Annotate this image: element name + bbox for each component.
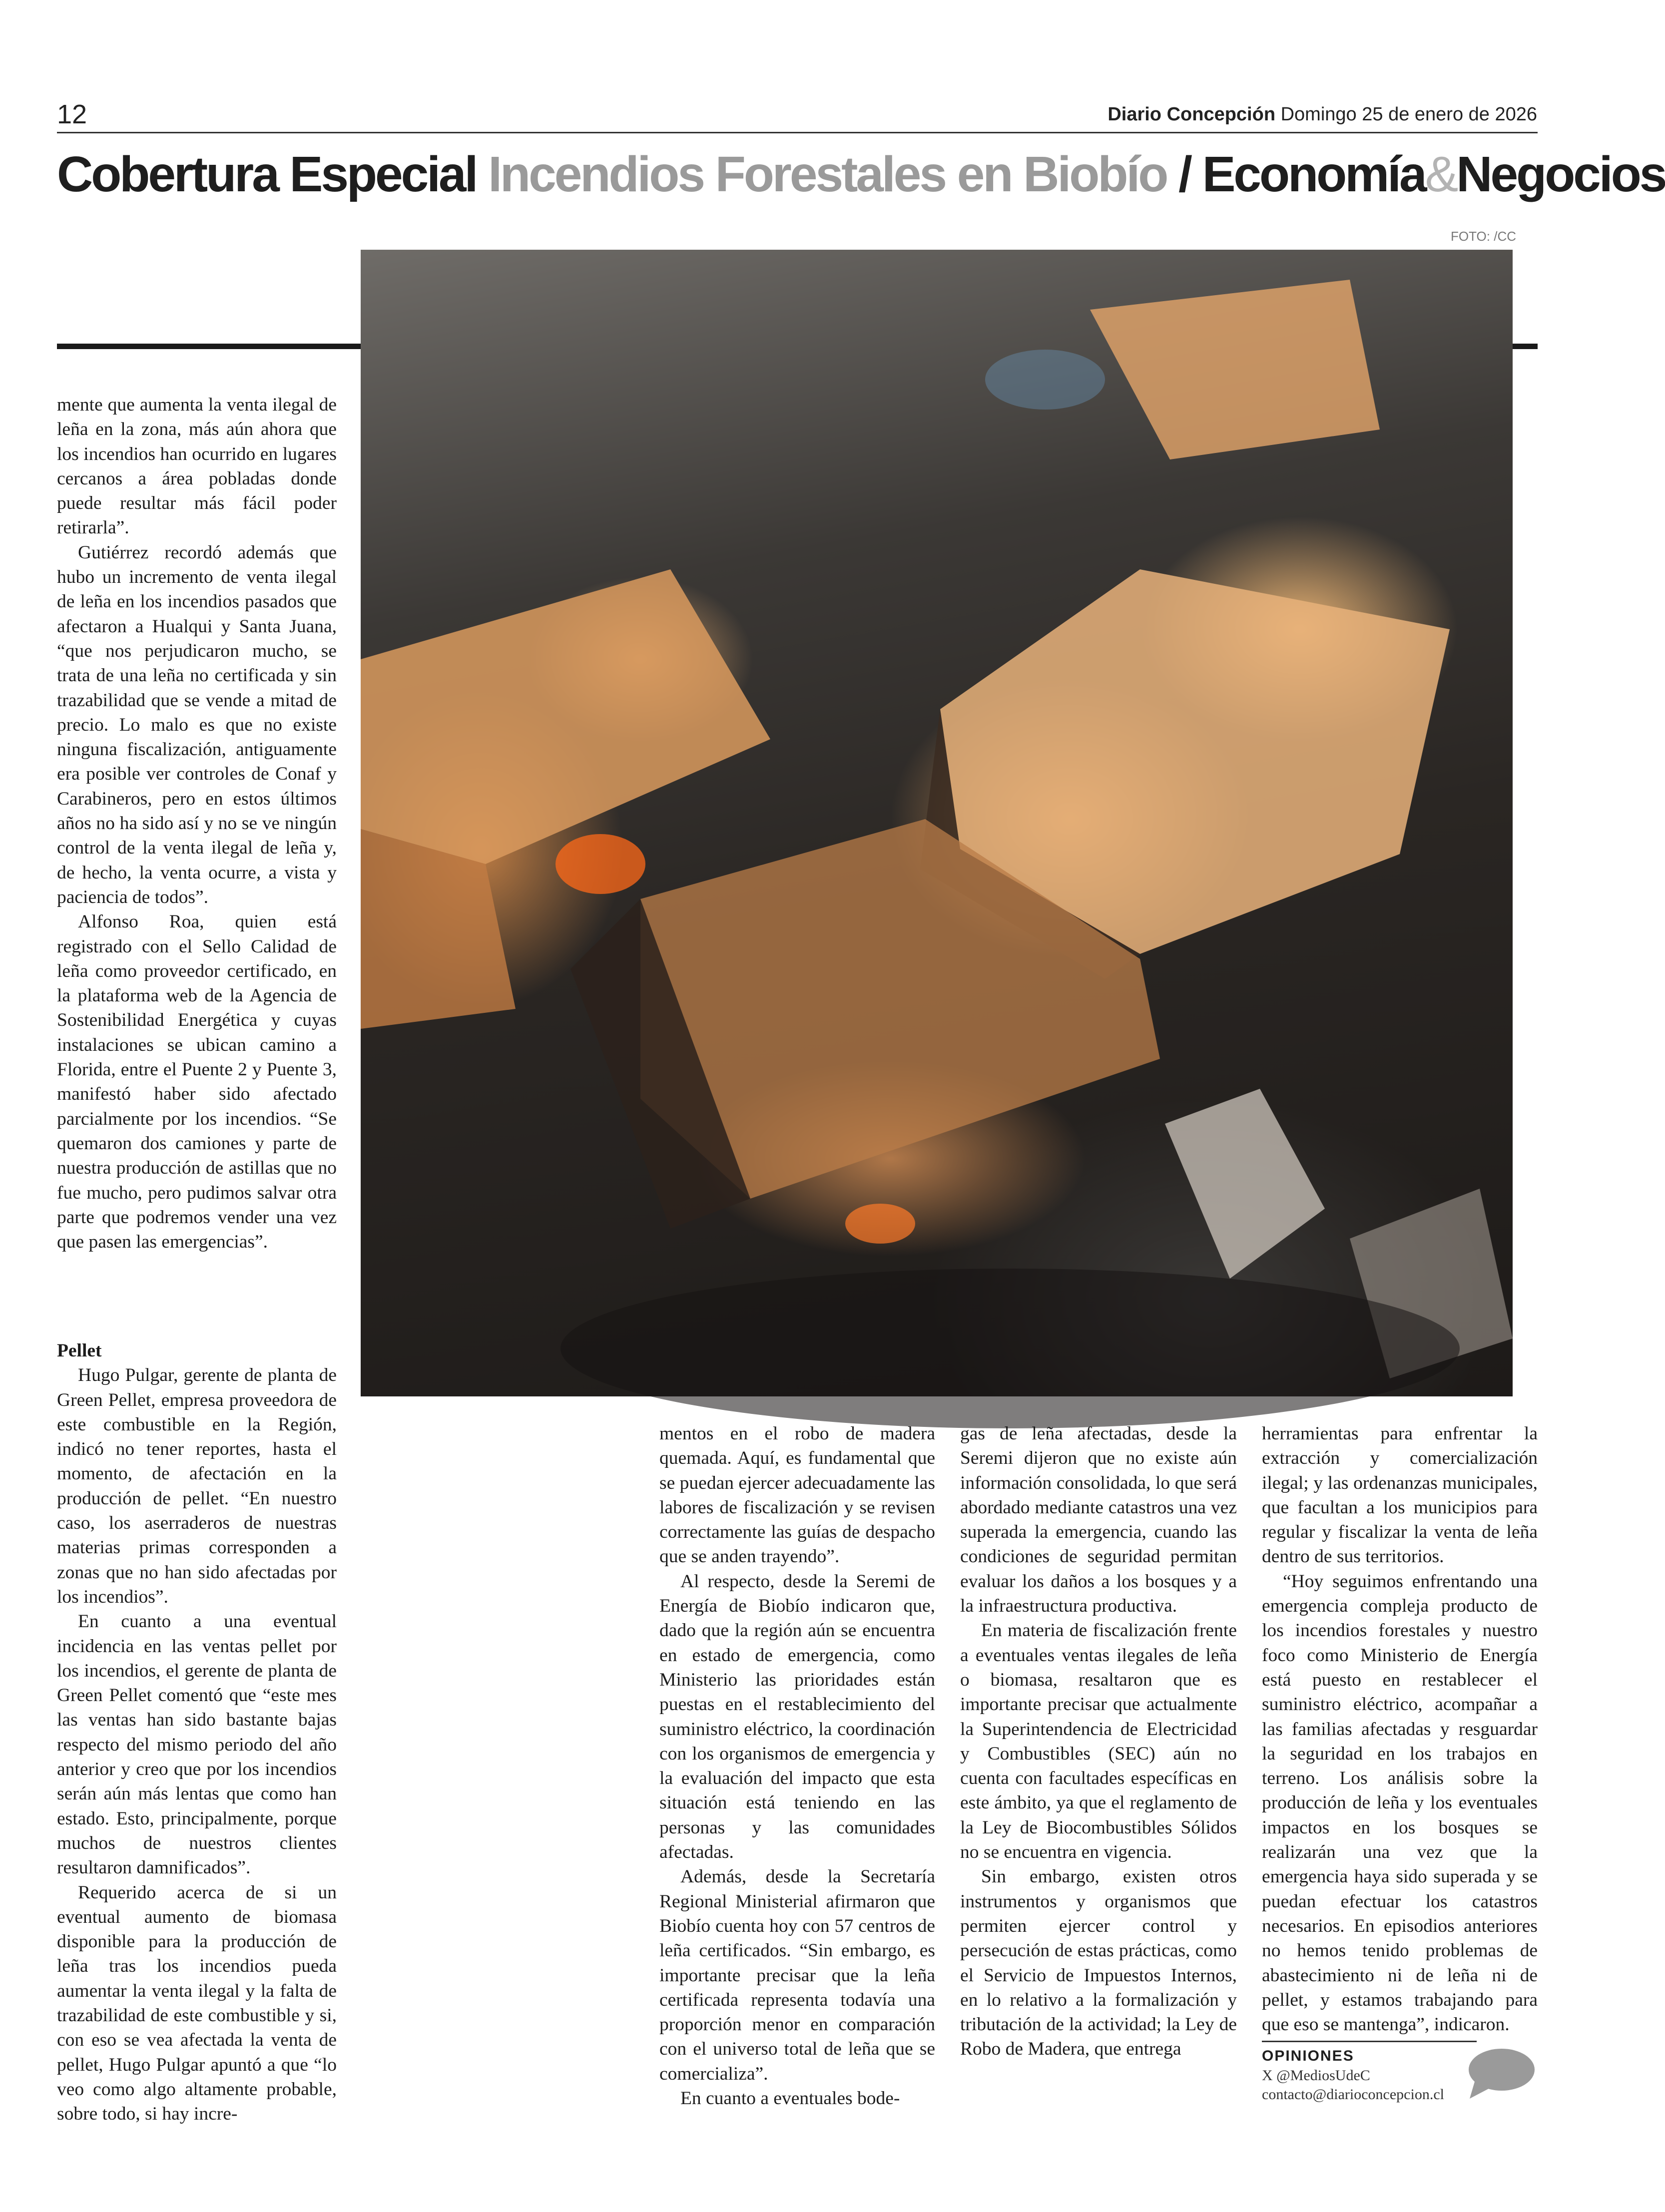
- paragraph: herramientas para enfrentar la extracción y comercialización ilegal; y las ordenanzas municipales, que facultan a los municipios para regular y fiscalizar la venta de leña dentro de sus territorios.: [1262, 1423, 1538, 1567]
- photo-credit: FOTO: /CC: [1451, 229, 1516, 244]
- page-number: 12: [57, 99, 87, 129]
- dateline: [1108, 104, 1537, 125]
- paragraph: mente que aumenta la venta ilegal de leña en la zona, más aún ahora que los incendios han ocurrido en lugares cercanos a área pobladas donde puede resultar más fácil poder retirarla”.: [57, 395, 337, 538]
- headline-topic: Incendios Forestales en Biobío: [488, 146, 1167, 202]
- column-1-top: [57, 393, 337, 1254]
- opinions-social[interactable]: X @MediosUdeC: [1262, 2067, 1370, 2084]
- paragraph: En cuanto a una eventual incidencia en las ventas pellet por los incendios, el gerente de planta de Green Pellet comentó que “este mes las ventas han sido bastante bajas respecto del mismo periodo del año anterior y creo que por los incendios serán aún más lentas que como han estado. Esto, principalmente, porque muchos de nuestros clientes resultaron damnificados”.: [57, 1611, 337, 1878]
- paragraph: En cuanto a eventuales bode-: [680, 2088, 900, 2109]
- paragraph: Hugo Pulgar, gerente de planta de Green Pellet, empresa proveedora de este combustible en la Región, indicó no tener reportes, hasta el momento, de afectación en la producción de pellet. “En nuestro caso, los aserraderos de nuestras materias primas corresponden a zonas que no han sido afectadas por los incendios”.: [57, 1365, 337, 1607]
- paragraph: “Hoy seguimos enfrentando una emergencia compleja producto de los incendios forestales y nuestro foco como Ministerio de Energía está puesto en restablecer el suministro eléctrico, acompañar a las familias afectadas y resguardar la seguridad en los trabajos en terreno. Los análisis sobre la producción de leña y los eventuales impactos en los bosques se realizarán una vez que la emergencia haya sido superada y se puedan efectuar los catastros necesarios. En episodios anteriores no hemos tenido problemas de abastecimiento ni de leña ni de pellet, y estamos trabajando para que eso se mantenga”, indicaron.: [1262, 1571, 1538, 2035]
- paragraph: gas de leña afectadas, desde la Seremi dijeron que no existe aún información consolidada, lo que será abordado mediante catastros una vez superada la emergencia, cuando las condiciones de seguridad permitan evaluar los daños a los bosques y a la infraestructura productiva.: [960, 1423, 1237, 1617]
- paragraph: Además, desde la Secretaría Regional Ministerial afirmaron que Biobío cuenta hoy con 57 centros de leña certificados. “Sin embargo, es importante precisar que la leña certificada representa todavía una proporción menor en comparación con el universo total de leña que se comercializa”.: [659, 1866, 935, 2084]
- paragraph: Gutiérrez recordó además que hubo un incremento de venta ilegal de leña en los incendios pasados que afectaron a Hualqui y Santa Juana, “que nos perjudicaron mucho, se trata de una leña no certificada y sin trazabilidad que se vende a mitad de precio. Lo malo es que no existe ninguna fiscalización, antiguamente era posible ver controles de Conaf y Carabineros, pero en estos últimos años no ha sido así y no se ve ningún control de la venta ilegal de leña y, de hecho, la venta ocurre, a vista y paciencia de todos”.: [57, 542, 337, 907]
- column-2: [659, 1421, 935, 2111]
- newspaper-name: Diario Concepción: [1108, 104, 1276, 125]
- paragraph: Sin embargo, existen otros instrumentos y organismos que permiten ejercer control y persecución de estas prácticas, como el Servicio de Impuestos Internos, en lo relativo a la formalización y tributación de la actividad; la Ley de Robo de Madera, que entrega: [960, 1866, 1237, 2060]
- column-1-bottom: [57, 1324, 337, 2127]
- paragraph: Al respecto, desde la Seremi de Energía de Biobío indicaron que, dado que la región aún se encuentra en estado de emergencia, como Ministerio las prioridades están puestas en el restablecimiento del suministro eléctrico, la coordinación con los organismos de emergencia y la evaluación del impacto que esta situación está teniendo en las personas y las comunidades afectadas.: [659, 1571, 935, 1863]
- headline-ampersand: &: [1425, 146, 1457, 202]
- opinions-title: OPINIONES: [1262, 2048, 1354, 2064]
- headline-section: Cobertura Especial: [57, 146, 477, 202]
- section-headline: [57, 142, 1665, 207]
- header-rule: [57, 132, 1538, 133]
- issue-date: Domingo 25 de enero de 2026: [1280, 104, 1537, 125]
- speech-bubble-icon: [1466, 2047, 1536, 2102]
- headline-negocios: Negocios: [1456, 146, 1665, 202]
- headline-separator: /: [1178, 146, 1190, 202]
- paragraph: mentos en el robo de madera quemada. Aquí, es fundamental que se puedan ejercer adecuadamente las labores de fiscalización y se revisen correctamente las guías de despacho que se anden trayendo”.: [659, 1423, 935, 1567]
- column-3: [960, 1421, 1237, 2062]
- column-4: [1262, 1421, 1538, 2037]
- paragraph: En materia de fiscalización frente a eventuales ventas ilegales de leña o biomasa, resaltaron que es importante precisar que actualmente la Superintendencia de Electricidad y Combustibles (SEC) aún no cuenta con facultades específicas en este ámbito, ya que el reglamento de la Ley de Biocombustibles Sólidos no se encuentra en vigencia.: [960, 1620, 1237, 1863]
- firewood-photo: [361, 250, 1513, 1396]
- subhead-pellet: Pellet: [57, 1340, 102, 1361]
- paragraph: Alfonso Roa, quien está registrado con el Sello Calidad de leña como proveedor certificado, en la plataforma web de la Agencia de Sostenibilidad Energética y cuyas instalaciones se ubican camino a Florida, entre el Puente 2 y Puente 3, manifestó haber sido afectado parcialmente por los incendios. “Se quemaron dos camiones y parte de nuestra producción de astillas que no fue mucho, pero pudimos salvar otra parte que podremos vender una vez que pasen las emergencias”.: [57, 911, 337, 1253]
- opinions-rule: [1262, 2041, 1477, 2042]
- opinions-email[interactable]: contacto@diarioconcepcion.cl: [1262, 2086, 1444, 2103]
- firewood-illustration: [361, 250, 1513, 1396]
- paragraph: Requerido acerca de si un eventual aumento de biomasa disponible para la producción de leña tras los incendios pueda aumentar la venta ilegal y la falta de trazabilidad de este combustible y si, con eso se vea afectada la venta de pellet, Hugo Pulgar apuntó a que “lo veo como algo altamente probable, sobre todo, si hay incre-: [57, 1882, 337, 2125]
- headline-economia: Economía: [1202, 146, 1425, 202]
